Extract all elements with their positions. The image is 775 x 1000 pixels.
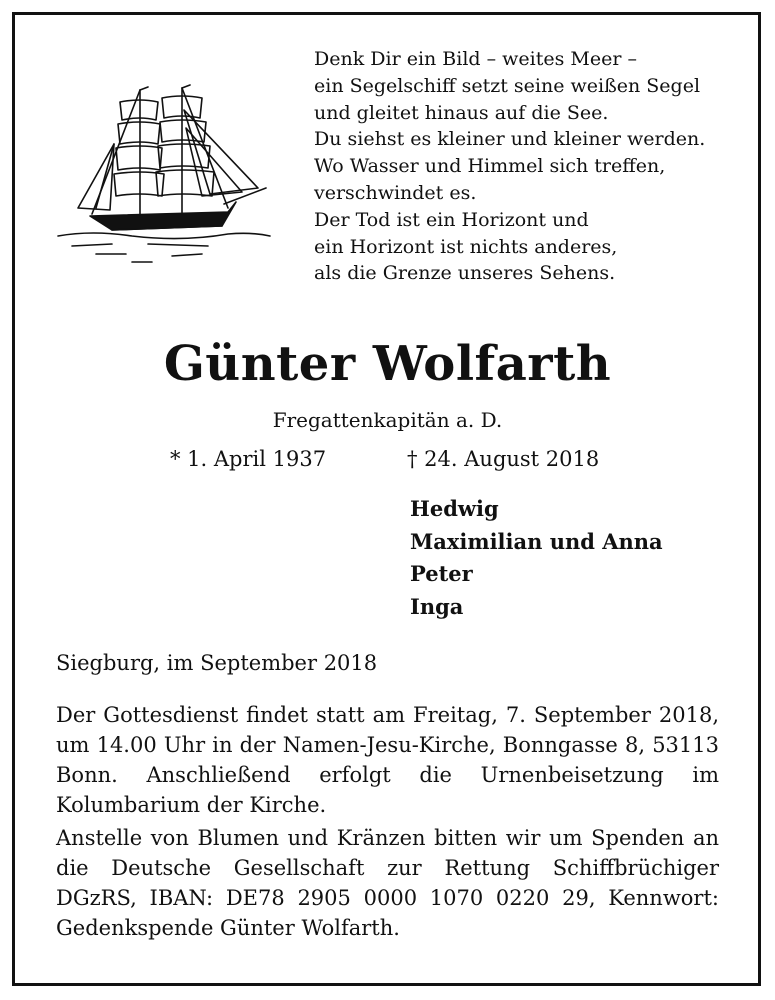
poem bbox=[314, 46, 734, 287]
poem-line: verschwindet es. bbox=[314, 181, 477, 204]
poem-line: Der Tod ist ein Horizont und bbox=[314, 208, 589, 231]
donation-paragraph: Anstelle von Blumen und Kränzen bitten wir um Spenden an die Deutsche Gesellschaft zur Rettung Schiffbrüchiger DGzRS, IBAN: DE78 2905 0000 1070 0220 29, Kennwort: Gedenkspende Günter Wolfarth. bbox=[56, 826, 719, 940]
service-paragraph: Der Gottesdienst findet statt am Freitag, 7. September 2018, um 14.00 Uhr in der Namen-Jesu-Kirche, Bonngasse 8, 53113 Bonn. Anschließend erfolgt die Urnenbeisetzung im Kolumbarium der Kirche. bbox=[56, 703, 719, 817]
deceased-rank: Fregattenkapitän a. D. bbox=[272, 408, 503, 432]
poem-line: ein Segelschiff setzt seine weißen Segel bbox=[314, 74, 701, 97]
family-member: Peter bbox=[410, 561, 473, 586]
deceased-name: Günter Wolfarth bbox=[163, 336, 612, 392]
place-date: Siegburg, im September 2018 bbox=[56, 651, 378, 675]
family-member: Maximilian und Anna bbox=[410, 528, 663, 554]
poem-line: ein Horizont ist nichts anderes, bbox=[314, 235, 618, 258]
poem-line: Denk Dir ein Bild – weites Meer – bbox=[314, 48, 637, 70]
family-list bbox=[410, 493, 663, 623]
family-member: Hedwig bbox=[410, 496, 499, 521]
family-member: Inga bbox=[410, 593, 464, 619]
birth-date: * 1. April 1937 bbox=[170, 447, 327, 471]
poem-line: und gleitet hinaus auf die See. bbox=[314, 101, 609, 124]
poem-line: als die Grenze unseres Sehens. bbox=[314, 262, 616, 285]
poem-line: Wo Wasser und Himmel sich treffen, bbox=[314, 155, 666, 178]
death-date: † 24. August 2018 bbox=[407, 447, 600, 471]
poem-line: Du siehst es kleiner und kleiner werden. bbox=[314, 128, 706, 151]
sailing-ship-icon bbox=[52, 84, 272, 274]
